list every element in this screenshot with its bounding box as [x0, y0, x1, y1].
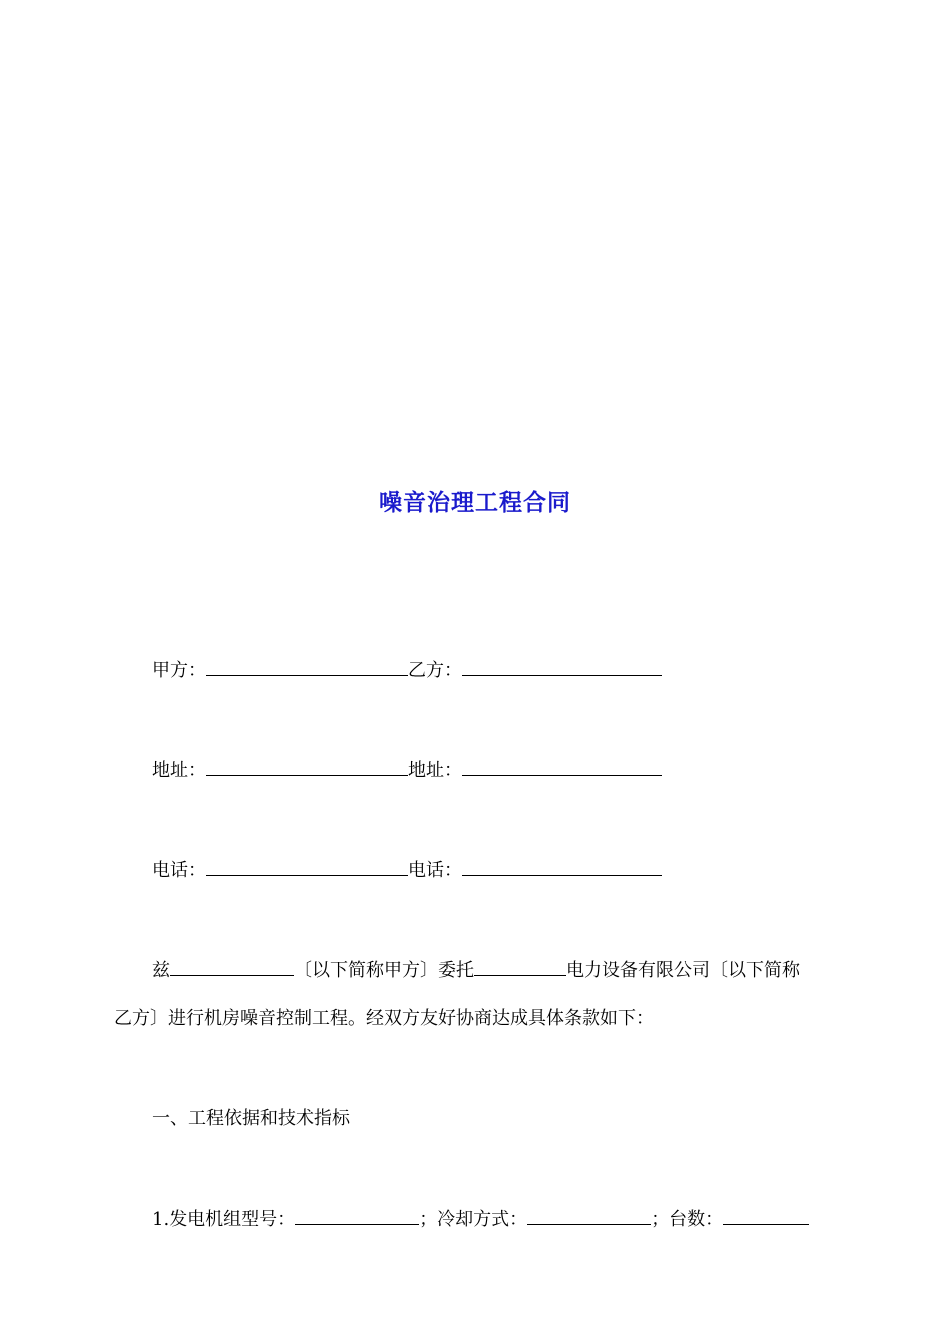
intro-line-2: 乙方〕进行机房噪音控制工程。经双方友好协商达成具体条款如下：	[114, 1008, 654, 1029]
intro-mid-2: 电力设备有限公司〔以下简称	[566, 960, 800, 981]
phone-b-label: 电话：	[408, 860, 462, 881]
intro-line-1	[152, 957, 800, 984]
unit-count-label: ；台数：	[651, 1209, 724, 1230]
generator-model-blank[interactable]	[295, 1206, 419, 1225]
party-row	[152, 657, 662, 684]
party-b-blank[interactable]	[462, 657, 662, 676]
intro-company-blank[interactable]	[474, 957, 566, 976]
address-a-label: 地址：	[152, 760, 206, 781]
phone-a-label: 电话：	[152, 860, 206, 881]
cooling-method-blank[interactable]	[527, 1206, 651, 1225]
address-b-blank[interactable]	[462, 757, 662, 776]
generator-model-label: 发电机组型号：	[169, 1209, 296, 1230]
phone-a-blank[interactable]	[206, 857, 408, 876]
address-a-blank[interactable]	[206, 757, 408, 776]
party-a-label: 甲方：	[152, 660, 206, 681]
party-b-label: 乙方：	[408, 660, 462, 681]
intro-mid-1: 〔以下简称甲方〕委托	[294, 960, 474, 981]
phone-b-blank[interactable]	[462, 857, 662, 876]
address-row	[152, 757, 662, 784]
section-1-heading: 一、工程依据和技术指标	[152, 1108, 350, 1129]
phone-row	[152, 857, 662, 884]
intro-client-blank[interactable]	[170, 957, 294, 976]
document-title: 噪音治理工程合同	[379, 489, 571, 516]
address-b-label: 地址：	[408, 760, 462, 781]
cooling-method-label: ；冷却方式：	[419, 1209, 528, 1230]
intro-prefix: 兹	[152, 960, 170, 981]
item-1-number: 1.	[152, 1209, 170, 1230]
unit-count-blank[interactable]	[723, 1206, 809, 1225]
party-a-blank[interactable]	[206, 657, 408, 676]
section-1-item-1	[152, 1206, 809, 1233]
